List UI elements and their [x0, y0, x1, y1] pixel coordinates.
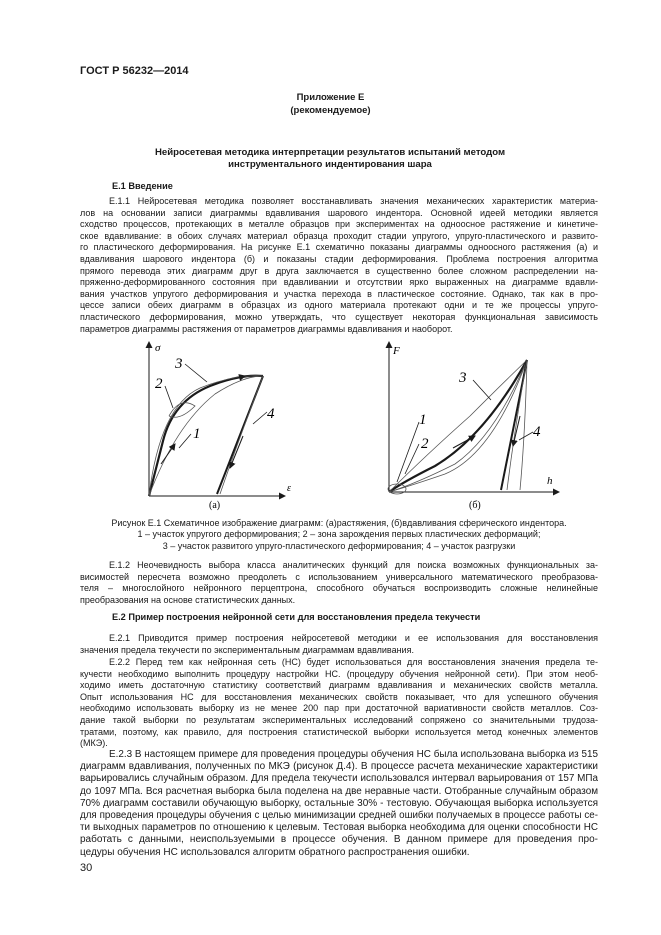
annex-title: Приложение Е	[296, 92, 365, 103]
text-line: Е.2.2 Перед тем как нейронная сеть (НС) будет использоваться для восстановления значения предела те-	[109, 657, 598, 667]
leader-1	[179, 434, 191, 448]
curve-label-2: 2	[155, 376, 163, 392]
axis-label-sigma: σ	[155, 342, 161, 354]
text-line: диаграмм вдавливания, полученных по МКЭ (рисунок Д.4). В процессе расчета механические характеристики	[80, 761, 598, 773]
curve-label-4: 4	[533, 424, 541, 440]
text-line: Е.1.2 Неочевидность выбора класса аналитических функций для поиска возможных функциональных за-	[109, 560, 598, 570]
text-line: ти выходных параметров по отношению к целевым. Тестовая выборка необходима для оценки способности НС	[80, 822, 598, 834]
text-line: кучести необходимо выполнить процедуру настройки НС. (процедуру обучения нейронной сети). При этом необ-	[80, 668, 598, 679]
curve-loading	[149, 376, 263, 496]
figure-label-a: (а)	[209, 500, 221, 511]
text-line: 70% диаграмм составили обучающую выборку, остальные 30% - тестовую. Обучающая выборка используется	[80, 797, 598, 809]
text-line: значения предела текучести по экспериментальным диаграммам вдавливания.	[80, 644, 414, 655]
text-line: Е.2.1 Приводится пример построения нейросетевой методики и ее использования для восстановления	[109, 633, 598, 643]
curve-label-2: 2	[421, 436, 429, 452]
text-line: цедуры обучения НС использовался алгоритм обратного распространения ошибки.	[80, 846, 470, 858]
leader-4	[253, 412, 267, 424]
caption-line-1: Рисунок Е.1 Схематичное изображение диаграмм: (а)растяжения, (б)вдавливания сферического индентора.	[111, 518, 567, 528]
text-line: вания участков упругого деформирования и участка перехода в пластическое состояние. Однако, так как в про-	[80, 288, 598, 299]
text-line: вдавливания шарового индентора (б) и показаны стадии деформирования. Проблема построения алгоритма	[80, 253, 598, 264]
figure-b-indentation-diagram	[375, 336, 565, 516]
curve-unloading-thin	[220, 376, 263, 494]
curve-label-3: 3	[459, 370, 467, 386]
paragraph-e2-1	[80, 633, 598, 656]
text-line: го пластического деформирования. На рисунке Е.1 схематично показаны диаграммы одноосного растяжения (а) и	[80, 242, 598, 253]
text-line: варьировались случайным образом. Для предела текучести использовался интервал варьирования от 157 МПа	[80, 773, 598, 785]
caption-line-3: 3 – участок развитого упруго-пластического деформирования; 4 – участок разгрузки	[162, 540, 516, 551]
page-number: 30	[80, 862, 93, 874]
text-line: пластического деформирования, можно утверждать, что существует некоторая функциональная зависимость	[80, 311, 598, 322]
paragraph-e1-1	[80, 196, 598, 335]
arrow-unloading	[230, 436, 243, 468]
heading-e1: Е.1 Введение	[112, 181, 173, 191]
axis-label-h: h	[547, 475, 553, 487]
text-line: Е.1.1 Нейросетевая методика позволяет восстанавливать значения механических характеристик материа-	[109, 196, 598, 206]
figure-a-tension-diagram	[135, 336, 310, 516]
text-line: ское вдавливание: в обоих случаях материал образца проходит стадии упругого, упруго-пластического и развито-	[80, 230, 598, 241]
figure-caption	[80, 518, 598, 552]
leader-3	[473, 380, 491, 400]
text-line: Опыт использования НС для восстановления механических свойств показывает, что для успешного обучения	[80, 691, 598, 702]
text-line: преобразования на основе статистических данных.	[80, 594, 296, 605]
curve-thin-1	[149, 376, 263, 496]
text-line: (МКЭ).	[80, 738, 108, 749]
text-line: необходимо использовать выборку из не менее 200 пар при достаточной вариативности свойств металлов. Соз-	[80, 703, 598, 714]
leader-2	[165, 386, 173, 408]
arrow-loading	[453, 436, 475, 448]
curve-thin-2	[149, 376, 263, 496]
text-line: пряженно-деформированного состояния при вдавливании и отсутствии ярко выраженных на диаграмме вдавли-	[80, 277, 598, 288]
leader-3	[185, 364, 207, 382]
text-line: сходство процессов, протекающих в металле образцов при экспериментах на одноосное растяжение и кинетиче-	[80, 219, 598, 230]
figure-label-b: (б)	[469, 500, 481, 511]
text-line: для проведения процедуры обучения с целью минимизации средней ошибки получаемых в процессе работы се-	[80, 810, 598, 822]
curve-label-3: 3	[175, 356, 183, 372]
text-line: ходимо иметь достаточную статистику соответствий диаграмм вдавливания и механических свойств металла.	[80, 680, 598, 691]
text-line: цессе записи обеих диаграмм в образцах из одного материала протекают одни и те же процессы упруго-	[80, 300, 598, 311]
text-line: дание такой выборки по результатам экспериментальных исследований сопряжено со значительными трудоза-	[80, 714, 598, 725]
paragraph-e1-2	[80, 560, 598, 606]
curve-label-4: 4	[267, 406, 275, 422]
paragraph-e2-2	[80, 657, 598, 750]
section-title	[110, 147, 550, 171]
axis-label-F: F	[393, 345, 400, 357]
caption-line-2: 1 – участок упругого деформирования; 2 – зона зарождения первых пластических деформаций;	[137, 529, 541, 540]
text-line: Е.2.3 В настоящем примере для проведения процедуры обучения НС была использована выборка из 515	[109, 749, 598, 760]
curve-thin-2	[389, 360, 527, 492]
text-line: работать с данными, неиспользуемыми в процессе обучения. В данном примере для проведения про-	[80, 834, 598, 846]
heading-e2: Е.2 Пример построения нейронной сети для восстановления предела текучести	[112, 612, 481, 622]
axis-label-epsilon: ε	[287, 483, 291, 494]
arrow-loading	[161, 444, 175, 464]
text-line: теля – многослойного нейронного перцептрона, способного обучаться воспроизводить сложные нелинейные	[80, 583, 598, 594]
text-line: до 1097 МПа. Вся расчетная выборка была поделена на две неравные части. Отобранные случайным образом	[80, 785, 598, 797]
curve-label-1: 1	[193, 426, 201, 442]
text-line: прямого перевода этих диаграмм друг в друга заключается в существенно более сложном распределении на-	[80, 265, 598, 276]
paragraph-e2-3	[80, 749, 598, 859]
annex-status: (рекомендуемое)	[290, 105, 371, 116]
document-header: ГОСТ Р 56232—2014	[80, 65, 189, 77]
text-line: тратами, поэтому, как правило, для построения статистической выборки используется метод конечных элементов	[80, 726, 598, 737]
text-line: параметров диаграммы растяжения от параметров диаграммы вдавливания и наоборот.	[80, 323, 453, 334]
section-title-line-1: Нейросетевая методика интерпретации результатов испытаний методом	[154, 147, 506, 158]
section-title-line-2: инструментального индентирования шара	[228, 159, 432, 170]
text-line: висимостей пересчета возможно преодолеть с использованием универсального математического преобразова-	[80, 571, 598, 582]
leader-4	[519, 432, 533, 440]
curve-unloading	[501, 360, 527, 490]
text-line: лов на основании записи диаграммы вдавливания шарового индентора. Основной идеей методики является	[80, 207, 598, 218]
curve-label-1: 1	[419, 412, 427, 428]
